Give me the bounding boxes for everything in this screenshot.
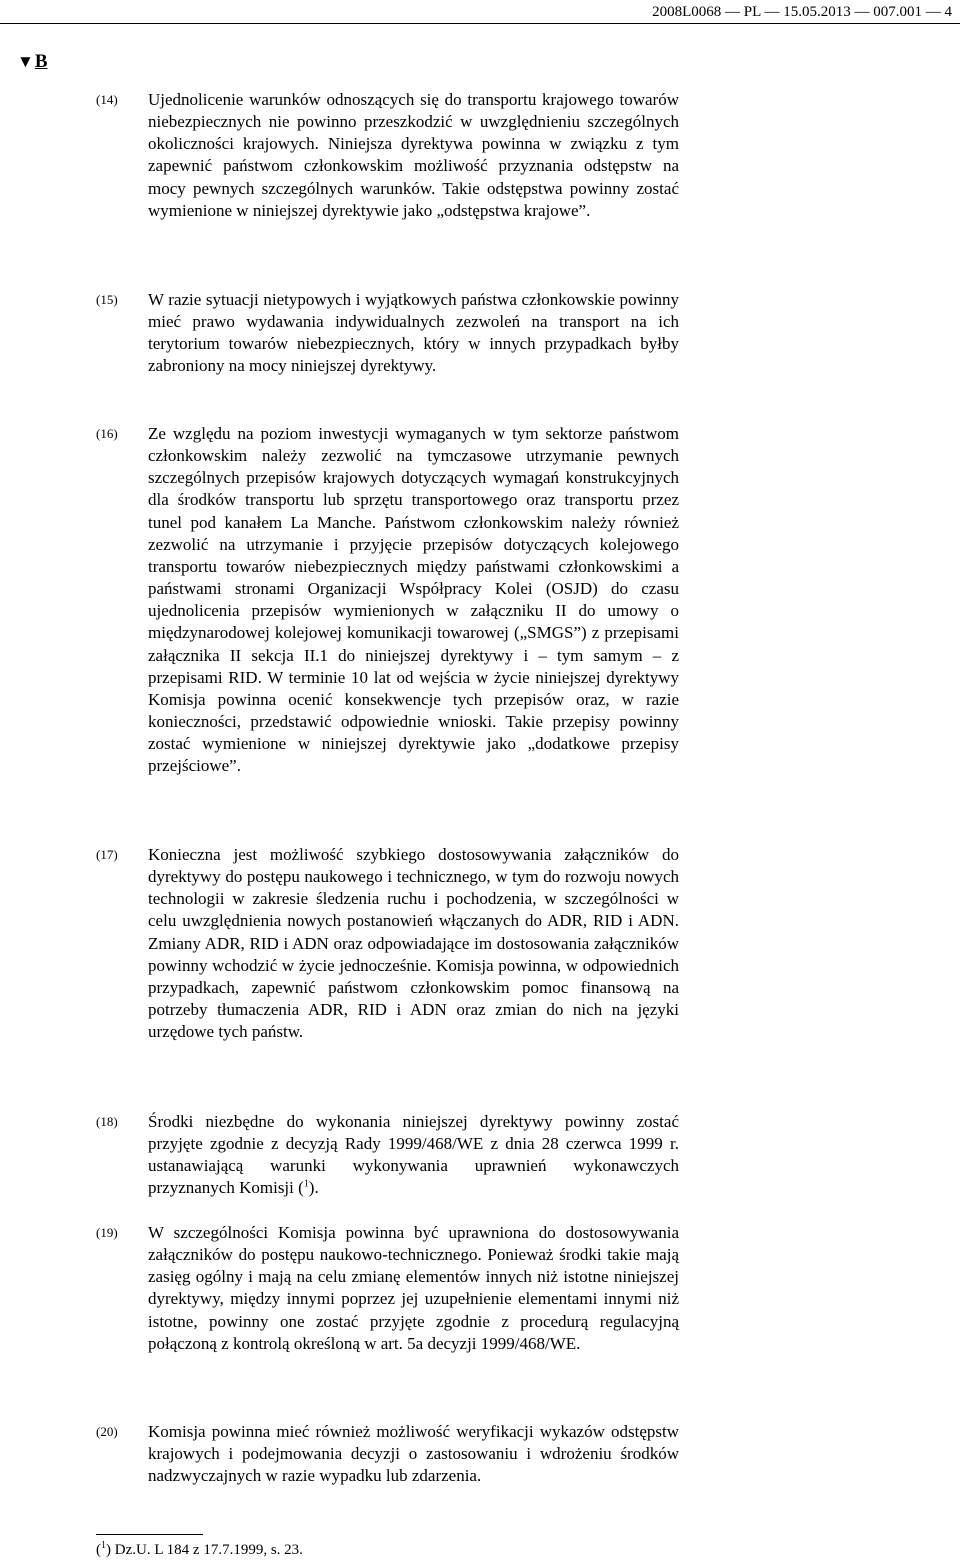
- footnote-open: (: [96, 1542, 101, 1558]
- recital-number: (14): [96, 92, 118, 107]
- footnote-divider: [96, 1534, 203, 1535]
- recital-text: W szczególności Komisja powinna być uprawniona do dostosowywania załączników do postępu naukowo-technicznego. Ponieważ środki takie mają zasięg ogólny i mają na celu zmianę elementów innych niż istotne niniejszej dyrektywy, między innymi poprzez jej uzupełnienie elementami innymi niż istotne, powinny one zostać przyjęte zgodnie z procedurą regulacyjną połączoną z kontrolą określoną w art. 5a decyzji 1999/468/WE.: [148, 1223, 679, 1353]
- recital-number: (20): [96, 1424, 118, 1439]
- recital-text: Ujednolicenie warunków odnoszących się do transportu krajowego towarów niebezpiecznych nie powinno przeszkodzić w uwzględnieniu szczególnych okoliczności krajowych. Niniejsza dyrektywa powinna w związku z tym zapewnić państwom członkowskim możliwość przyznania odstępstw na mocy pewnych szczególnych warunków. Takie odstępstwa powinny zostać wymienione w niniejszej dyrektywie jako „odstępstwa krajowe”.: [148, 90, 679, 220]
- footnote-close: ): [106, 1542, 111, 1558]
- recital-text: Ze względu na poziom inwestycji wymaganych w tym sektorze państwom członkowskim należy zezwolić na tymczasowe utrzymanie pewnych szczególnych przepisów krajowych dotyczących wymagań konstrukcyjnych dla środków transportu lub sprzętu transportowego oraz transportu przez tunel pod kanałem La Manche. Państwom członkowskim należy również zezwolić na utrzymanie i przyjęcie przepisów dotyczących kolejowego transportu towarów niebezpiecznych między państwami członkowskimi a państwami stronami Organizacji Współpracy Kolei (OSJD) do czasu ujednolicenia przepisów wymienionych w załączniku II do umowy o międzynarodowej kolejowej komunikacji towarowej („SMGS”) z przepisami załącznika II sekcja II.1 do niniejszej dyrektywy i – tym samym – z przepisami RID. W terminie 10 lat od wejścia w życie niniejszej dyrektywy Komisja powinna ocenić konsekwencje tych przepisów oraz, w razie konieczności, przedstawić odpowiednie wnioski. Takie przepisy powinny zostać wymienione w niniejszej dyrektywie jako „dodatkowe przepisy przejściowe”.: [148, 424, 679, 776]
- running-head-text: 2008L0068 — PL — 15.05.2013 — 007.001 — 4: [652, 4, 952, 20]
- recital-number: (18): [96, 1114, 118, 1129]
- recital-text: W razie sytuacji nietypowych i wyjątkowych państwa członkowskie powinny mieć prawo wydawania indywidualnych zezwoleń na transport na ich terytorium towarów niebezpiecznych, który w innych przypadkach byłby zabroniony na mocy niniejszej dyrektywy.: [148, 290, 679, 376]
- amendment-marker[interactable]: [17, 52, 48, 72]
- recital-text: Komisja powinna mieć również możliwość weryfikacji wykazów odstępstw krajowych i podejmowania decyzji o zastosowaniu i wdrożeniu środków nadzwyczajnych w razie wypadku lub zdarzenia.: [148, 1422, 679, 1486]
- footnote: [96, 1540, 696, 1560]
- recital-text: [148, 1111, 679, 1200]
- recital-number: (17): [96, 847, 118, 862]
- recital-number: (19): [96, 1225, 118, 1240]
- recital-number: (15): [96, 292, 118, 307]
- running-header: [0, 0, 960, 24]
- recital-number: (16): [96, 426, 118, 441]
- footnote-text: Dz.U. L 184 z 17.7.1999, s. 23.: [114, 1542, 303, 1558]
- footnote-ref-link[interactable]: 1: [303, 1178, 309, 1190]
- recital-text-tail: ).: [308, 1178, 319, 1198]
- recital-text-main: Środki niezbędne do wykonania niniejszej dyrektywy powinny zostać przyjęte zgodnie z decyzją Rady 1999/468/WE z dnia 28 czerwca 1999 r. ustanawiającą warunki wykonywania uprawnień wykonawczych przyznanych Komisji (: [148, 1112, 679, 1198]
- recital-text: Konieczna jest możliwość szybkiego dostosowywania załączników do dyrektywy do postępu naukowego i technicznego, w tym do rozwoju nowych technologii w zakresie śledzenia ruchu i pochodzenia, w szczególności w celu uwzględnienia nowych postanowień włączanych do ADR, RID i ADN. Zmiany ADR, RID i ADN oraz odpowiadające im dostosowania załączników powinny wchodzić w życie jednocześnie. Komisja powinna, w odpowiednich przypadkach, zapewnić państwom członkowskim pomoc finansową na potrzeby tłumaczenia ADR, RID i ADN oraz zmian do nich na języki urzędowe tych państw.: [148, 845, 679, 1042]
- marker-label: B: [34, 51, 48, 72]
- footnote-marker: 1: [101, 1540, 106, 1551]
- triangle-down-icon: ▼: [17, 52, 34, 71]
